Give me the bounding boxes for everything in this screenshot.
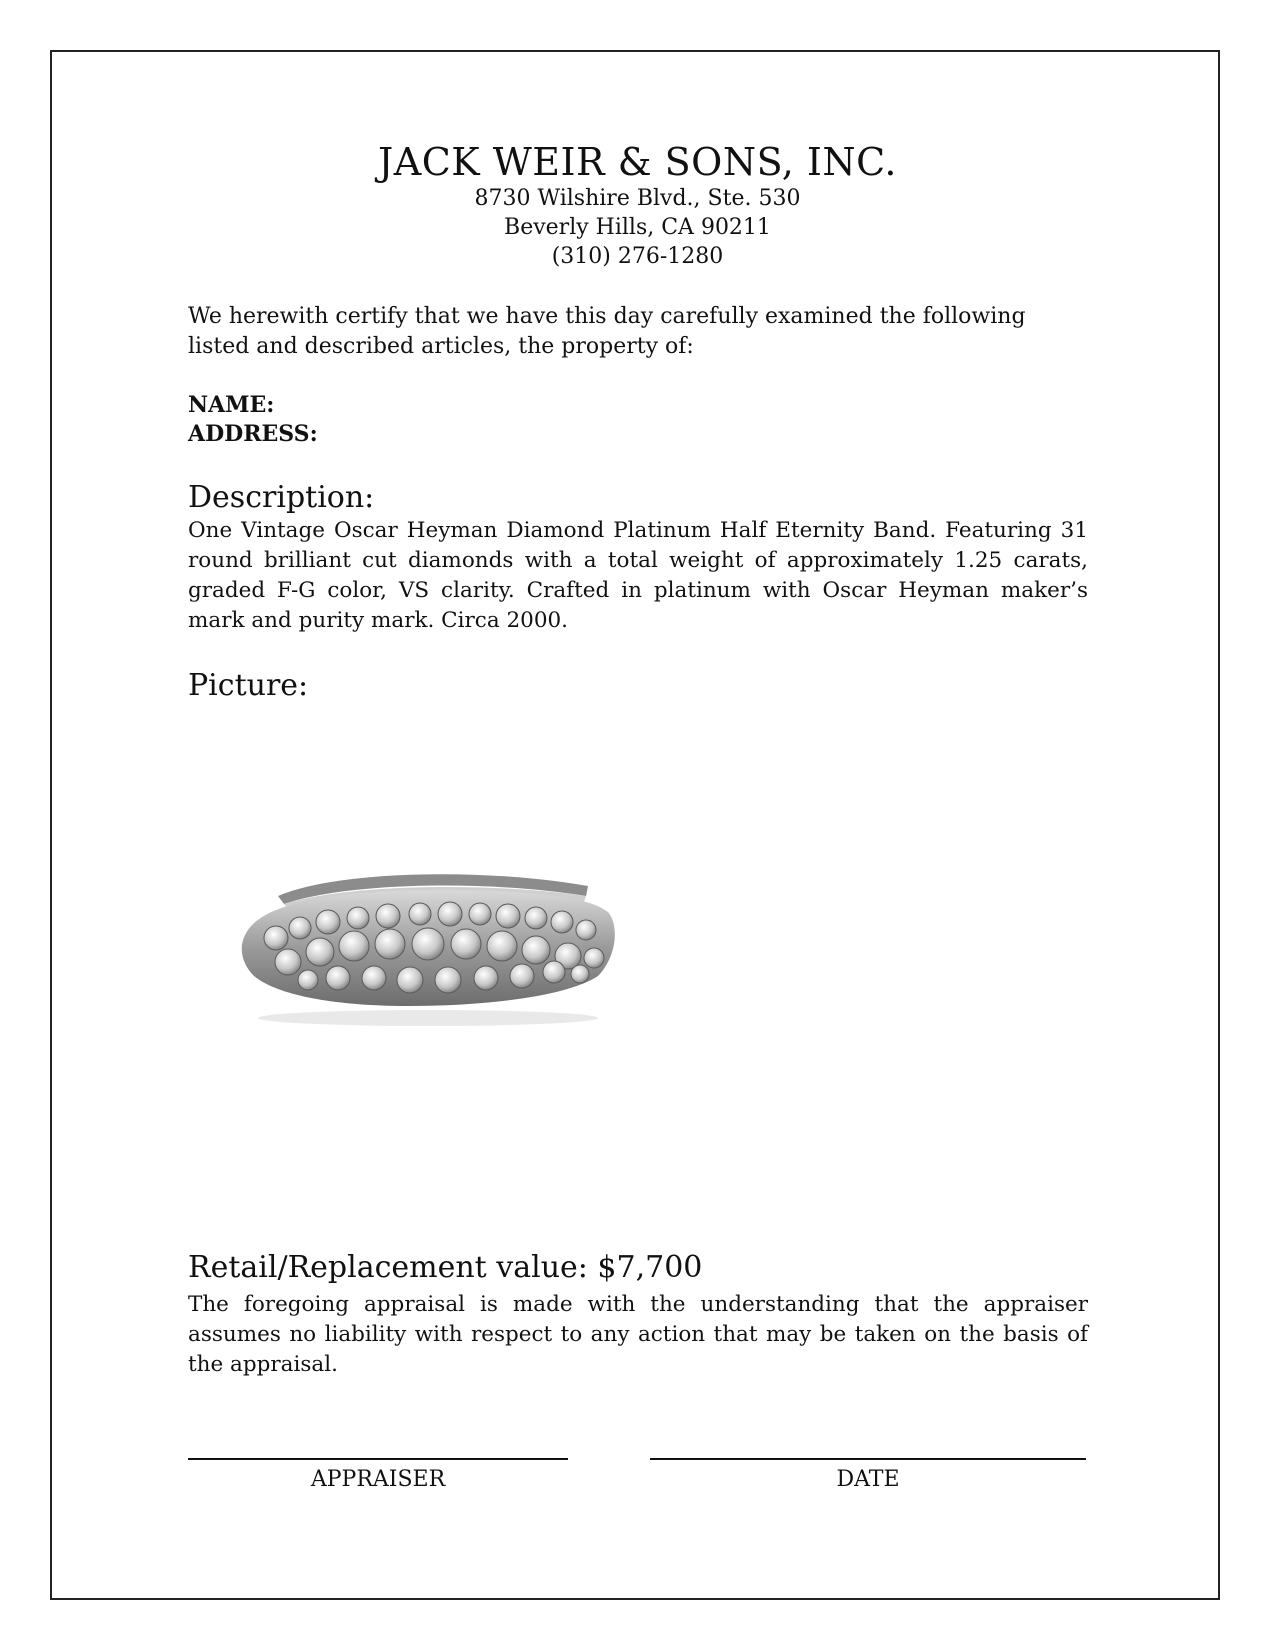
appraiser-signature-line	[188, 1458, 568, 1460]
description-heading: Description:	[188, 480, 375, 515]
address-label: ADDRESS:	[188, 421, 318, 447]
appraisal-disclaimer: The foregoing appraisal is made with the understanding that the appraiser assumes no liability with respect to any action that may be taken on the basis of the appraisal.	[188, 1292, 1088, 1377]
address-line-1: 8730 Wilshire Blvd., Ste. 530	[474, 186, 801, 211]
company-name: JACK WEIR & SONS, INC.	[378, 140, 897, 184]
retail-value-heading: Retail/Replacement value: $7,700	[188, 1250, 703, 1285]
address-line-2: Beverly Hills, CA 90211	[504, 215, 771, 240]
date-label: DATE	[836, 1467, 900, 1492]
date-signature-line	[650, 1458, 1086, 1460]
picture-heading: Picture:	[188, 668, 309, 703]
description-text: One Vintage Oscar Heyman Diamond Platinum Half Eternity Band. Featuring 31 round brilliant cut diamonds with a total weight of approximately 1.25 carats, graded F-G color, VS clarity. Crafted in platinum with Oscar Heyman maker’s mark and purity mark. Circa 2000.	[188, 518, 1088, 633]
appraiser-label: APPRAISER	[310, 1467, 446, 1492]
phone-number: (310) 276-1280	[551, 244, 724, 269]
certification-intro: We herewith certify that we have this day carefully examined the following listed and described articles, the property of:	[188, 304, 1026, 359]
ring-photo	[188, 700, 698, 1130]
name-label: NAME:	[188, 392, 275, 418]
